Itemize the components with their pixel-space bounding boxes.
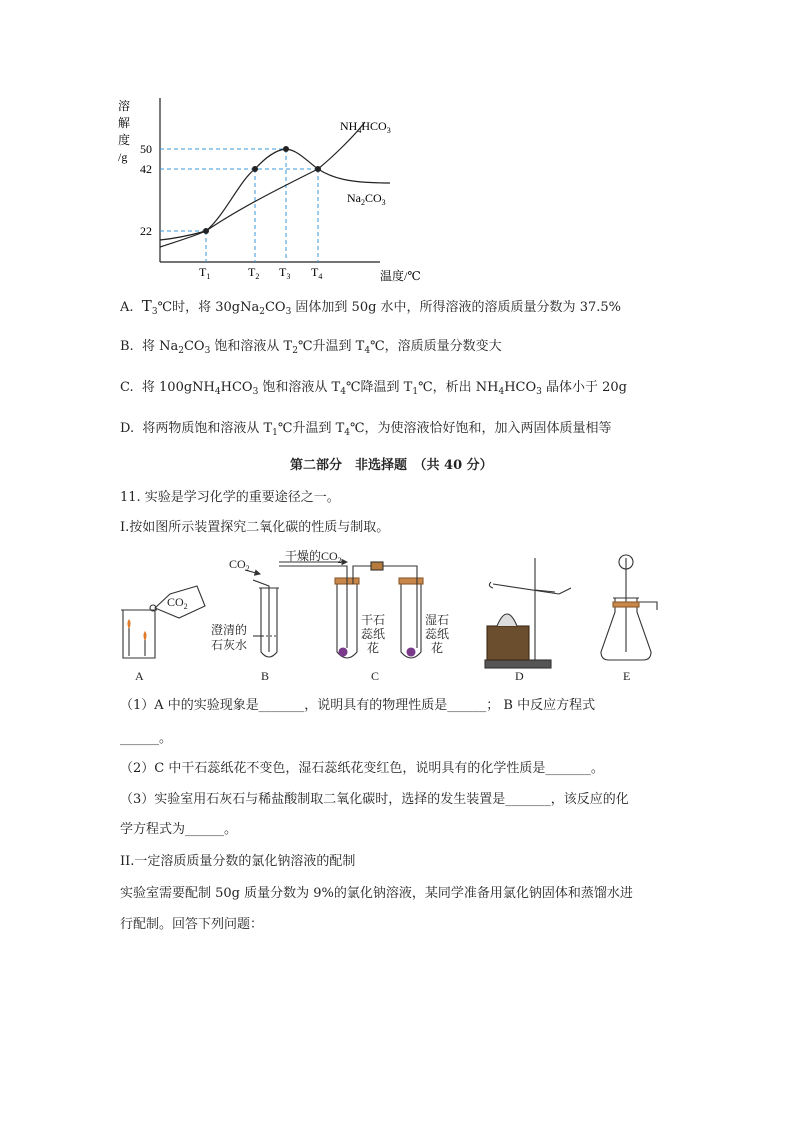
b-co2-label: $CO_2$ — [229, 557, 250, 573]
option-a: A. $T_3℃$时，将 $30gNa_2CO_3$ 固体加到 50g 水中，所得溶液的溶质质量分数为 37.5% — [120, 297, 621, 317]
y-axis-label-2: 解 — [118, 116, 131, 130]
solubility-graph — [100, 90, 440, 290]
option-b: B. 将 $Na_2CO_3$ 饱和溶液从 $T_2℃$升温到 $T_4℃$，溶质质量分数变大 — [120, 339, 502, 356]
q11-para-line1: 实验室需要配制 50g 质量分数为 9%的氯化钠溶液，某同学准备用氯化钠固体和蒸馏水进 — [120, 886, 633, 901]
x-tick-t2: $T_2$ — [248, 265, 260, 281]
dry-paper-label-3: 花 — [367, 641, 380, 655]
label-a: A — [135, 669, 144, 683]
dry-co2-label: 干燥的$CO_2$ — [285, 549, 342, 565]
apparatus-b — [245, 570, 279, 657]
point-t4 — [315, 166, 321, 172]
limewater-label-1: 澄清的 — [211, 623, 248, 637]
dashed-guides — [160, 149, 318, 262]
apparatus-figure — [115, 548, 675, 688]
label-b: B — [261, 669, 270, 683]
na2co3-curve — [160, 169, 390, 247]
q11-sub3-line1: （3）实验室用石灰石与稀盐酸制取二氧化碳时，选择的发生装置是_______，该反应的化 — [120, 792, 629, 807]
limewater-label-2: 石灰水 — [211, 638, 248, 652]
y-axis-label-4: /g — [118, 150, 128, 164]
point-t2 — [252, 166, 258, 172]
label-c: C — [371, 669, 380, 683]
label-nh4hco3: $NH_4HCO_3$ — [340, 119, 391, 135]
q11-part1: Ⅰ.按如图所示装置探究二氧化碳的性质与制取。 — [120, 520, 390, 535]
y-tick-50: 50 — [140, 142, 152, 156]
label-e: E — [623, 669, 631, 683]
q11-para-line2: 行配制。回答下列问题： — [120, 917, 264, 932]
a-bottle-co2: $CO_2$ — [167, 595, 188, 611]
dry-paper-label-2: 蕊纸 — [361, 627, 386, 641]
q11-part2: II.一定溶质质量分数的氯化钠溶液的配制 — [120, 854, 356, 869]
y-axis-label-1: 溶 — [118, 99, 131, 113]
q11-sub1-line2: ______。 — [120, 731, 173, 746]
wet-paper-label-2: 蕊纸 — [425, 627, 450, 641]
apparatus-e — [601, 555, 657, 660]
wet-paper-label-1: 湿石 — [425, 613, 450, 627]
label-d: D — [515, 669, 524, 683]
dry-paper-label-1: 干石 — [361, 613, 386, 627]
x-axis-label: 温度/℃ — [380, 269, 421, 283]
apparatus-d — [485, 558, 571, 668]
q11-intro: 11. 实验是学习化学的重要途径之一。 — [120, 490, 340, 505]
apparatus-c — [279, 562, 423, 658]
wet-paper-label-3: 花 — [431, 641, 444, 655]
q11-sub3-line2: 学方程式为______。 — [120, 822, 238, 837]
point-t1 — [203, 228, 209, 234]
apparatus-a — [121, 586, 205, 658]
point-t3 — [283, 146, 289, 152]
option-d: D. 将两物质饱和溶液从 $T_1℃$升温到 $T_4℃$，为使溶液恰好饱和，加入两固体质量相等 — [120, 421, 612, 438]
option-c: C. 将 $100gNH_4HCO_3$ 饱和溶液从 $T_4℃$降温到 $T_1℃$，析出 $NH_4HCO_3$ 晶体小于 20g — [120, 380, 628, 397]
label-na2co3: $Na_2CO_3$ — [347, 191, 386, 207]
q11-sub2: （2）C 中干石蕊纸花不变色，湿石蕊纸花变红色，说明具有的化学性质是_______。 — [120, 761, 604, 776]
nh4hco3-curve — [160, 122, 365, 240]
x-tick-t4: $T_4$ — [311, 265, 323, 281]
x-tick-t3: $T_3$ — [279, 265, 291, 281]
y-tick-22: 22 — [140, 224, 152, 238]
section-title: 第二部分 非选择题 （共 40 分） — [290, 458, 493, 473]
q11-sub1-line1: （1）A 中的实验现象是_______，说明具有的物理性质是______； B 中反应方程式 — [120, 698, 596, 713]
y-tick-42: 42 — [140, 162, 152, 176]
y-axis-label-3: 度 — [118, 133, 131, 147]
x-tick-t1: $T_1$ — [199, 265, 211, 281]
